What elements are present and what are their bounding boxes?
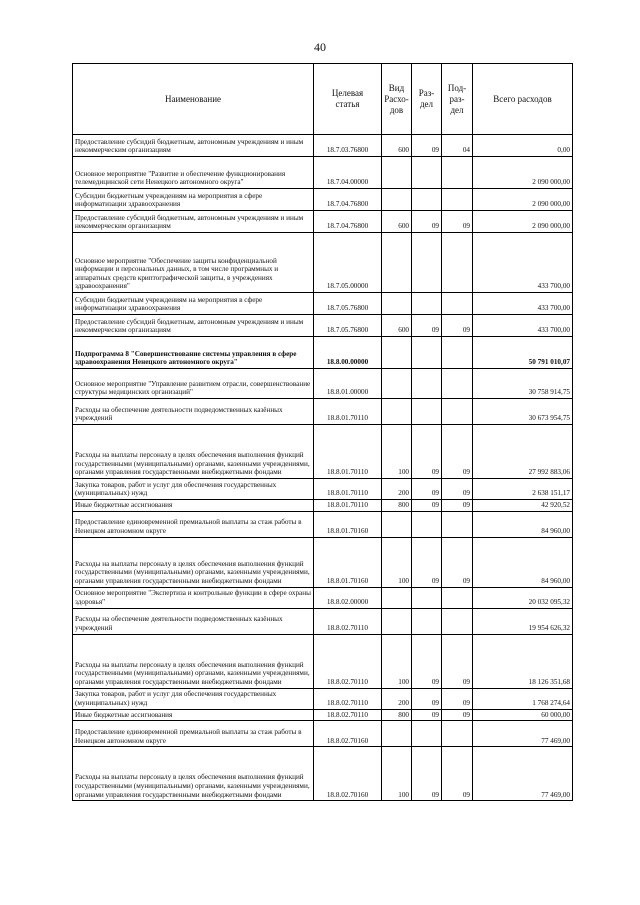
table-row	[73, 369, 573, 399]
row-section: 09	[412, 425, 442, 479]
table-row	[73, 135, 573, 157]
row-target-article: 18.8.02.70160	[314, 721, 382, 747]
table-row	[73, 688, 573, 709]
row-subsection	[442, 189, 473, 211]
row-name: Предоставление субсидий бюджетным, автономным учреждениям и иным некоммерческим организациям	[73, 315, 314, 337]
row-total: 433 700,00	[473, 315, 573, 337]
header-subsection: Под- раз- дел	[442, 64, 473, 135]
row-total: 18 126 351,68	[473, 634, 573, 688]
row-total: 1 768 274,64	[473, 688, 573, 709]
row-total: 2 090 000,00	[473, 211, 573, 233]
row-expense-kind	[382, 399, 412, 425]
row-expense-kind	[382, 337, 412, 369]
row-total: 77 469,00	[473, 747, 573, 801]
row-expense-kind	[382, 608, 412, 634]
row-section	[412, 293, 442, 315]
row-expense-kind: 600	[382, 315, 412, 337]
row-name: Расходы на выплаты персоналу в целях обеспечения выполнения функций государственными (муниципальными) органами, казенными учреждениями, органами управления государственными внебюджетными фондами	[73, 425, 314, 479]
row-expense-kind: 600	[382, 211, 412, 233]
row-target-article: 18.8.02.70110	[314, 634, 382, 688]
table-row	[73, 293, 573, 315]
row-expense-kind: 200	[382, 479, 412, 500]
table-row	[73, 608, 573, 634]
row-section: 09	[412, 537, 442, 587]
row-expense-kind	[382, 511, 412, 537]
row-name: Иные бюджетные ассигнования	[73, 709, 314, 721]
row-section: 09	[412, 634, 442, 688]
row-expense-kind: 100	[382, 537, 412, 587]
header-total: Всего расходов	[473, 64, 573, 135]
row-target-article: 18.8.01.70110	[314, 500, 382, 512]
row-name: Основное мероприятие "Обеспечение защиты конфиденциальной информации и персональных данных, в том числе программных и аппаратных средств криптографической защиты, в учреждениях здравоохранения"	[73, 233, 314, 293]
table-row	[73, 315, 573, 337]
row-expense-kind: 800	[382, 709, 412, 721]
header-target-article: Целевая статья	[314, 64, 382, 135]
row-subsection: 09	[442, 747, 473, 801]
row-total: 30 673 954,75	[473, 399, 573, 425]
row-expense-kind: 600	[382, 135, 412, 157]
row-target-article: 18.8.02.00000	[314, 587, 382, 608]
row-section	[412, 721, 442, 747]
row-target-article: 18.7.04.76800	[314, 189, 382, 211]
row-target-article: 18.8.02.70160	[314, 747, 382, 801]
row-total: 20 032 095,32	[473, 587, 573, 608]
row-subsection: 09	[442, 211, 473, 233]
row-total: 0,00	[473, 135, 573, 157]
row-target-article: 18.8.02.70110	[314, 608, 382, 634]
row-subsection	[442, 721, 473, 747]
row-subsection	[442, 369, 473, 399]
row-name: Субсидии бюджетным учреждениям на мероприятия в сфере информатизации здравоохранения	[73, 293, 314, 315]
row-total: 19 954 626,32	[473, 608, 573, 634]
row-section: 09	[412, 211, 442, 233]
row-target-article: 18.7.05.00000	[314, 233, 382, 293]
table-row	[73, 399, 573, 425]
row-section	[412, 399, 442, 425]
row-total: 50 791 010,07	[473, 337, 573, 369]
row-expense-kind: 100	[382, 747, 412, 801]
row-target-article: 18.8.01.00000	[314, 369, 382, 399]
row-section	[412, 157, 442, 189]
row-name: Предоставление единовременной премиальной выплаты за стаж работы в Ненецком автономном округе	[73, 721, 314, 747]
row-name: Расходы на выплаты персоналу в целях обеспечения выполнения функций государственными (муниципальными) органами, казенными учреждениями, органами управления государственными внебюджетными фондами	[73, 634, 314, 688]
row-name: Основное мероприятие "Развитие и обеспечение функционирования телемедицинской сети Ненецкого автономного округа"	[73, 157, 314, 189]
row-name: Основное мероприятие "Экспертиза и контрольные функции в сфере охраны здоровья"	[73, 587, 314, 608]
row-name: Иные бюджетные ассигнования	[73, 500, 314, 512]
row-subsection: 09	[442, 709, 473, 721]
row-name: Закупка товаров, работ и услуг для обеспечения государственных (муниципальных) нужд	[73, 479, 314, 500]
row-expense-kind: 800	[382, 500, 412, 512]
table-row	[73, 709, 573, 721]
row-target-article: 18.8.02.70110	[314, 709, 382, 721]
row-total: 2 090 000,00	[473, 157, 573, 189]
row-total: 433 700,00	[473, 293, 573, 315]
table-row	[73, 479, 573, 500]
table-header-row	[73, 64, 573, 135]
row-section	[412, 369, 442, 399]
row-name: Расходы на обеспечение деятельности подведомственных казённых учреждений	[73, 608, 314, 634]
table-row	[73, 511, 573, 537]
row-expense-kind	[382, 233, 412, 293]
row-target-article: 18.7.05.76800	[314, 315, 382, 337]
row-total: 60 000,00	[473, 709, 573, 721]
table-row	[73, 587, 573, 608]
row-target-article: 18.7.04.76800	[314, 211, 382, 233]
row-total: 30 758 914,75	[473, 369, 573, 399]
table-row	[73, 211, 573, 233]
row-name: Предоставление субсидий бюджетным, автономным учреждениям и иным некоммерческим организациям	[73, 211, 314, 233]
row-section	[412, 337, 442, 369]
row-name: Расходы на выплаты персоналу в целях обеспечения выполнения функций государственными (муниципальными) органами, казенными учреждениями, органами управления государственными внебюджетными фондами	[73, 537, 314, 587]
row-subsection: 09	[442, 688, 473, 709]
row-expense-kind	[382, 721, 412, 747]
row-name: Подпрограмма 8 "Совершенствование системы управления в сфере здравоохранения Ненецкого автономного округа"	[73, 337, 314, 369]
row-section	[412, 587, 442, 608]
row-target-article: 18.8.02.70110	[314, 688, 382, 709]
row-section: 09	[412, 500, 442, 512]
row-total: 2 638 151,17	[473, 479, 573, 500]
row-target-article: 18.7.04.00000	[314, 157, 382, 189]
row-expense-kind	[382, 369, 412, 399]
row-expense-kind	[382, 587, 412, 608]
row-subsection	[442, 587, 473, 608]
table-row	[73, 337, 573, 369]
header-name: Наименование	[73, 64, 314, 135]
row-subsection	[442, 293, 473, 315]
row-section	[412, 189, 442, 211]
table-row	[73, 747, 573, 801]
row-expense-kind	[382, 157, 412, 189]
table-row	[73, 721, 573, 747]
row-subsection: 09	[442, 537, 473, 587]
row-expense-kind	[382, 189, 412, 211]
row-target-article: 18.7.05.76800	[314, 293, 382, 315]
row-subsection	[442, 511, 473, 537]
row-section	[412, 511, 442, 537]
table-row	[73, 537, 573, 587]
row-subsection: 09	[442, 425, 473, 479]
row-subsection: 09	[442, 315, 473, 337]
row-target-article: 18.8.00.00000	[314, 337, 382, 369]
row-name: Закупка товаров, работ и услуг для обеспечения государственных (муниципальных) нужд	[73, 688, 314, 709]
row-name: Предоставление единовременной премиальной выплаты за стаж работы в Ненецком автономном округе	[73, 511, 314, 537]
row-section	[412, 608, 442, 634]
row-subsection: 09	[442, 634, 473, 688]
row-section: 09	[412, 709, 442, 721]
row-subsection	[442, 233, 473, 293]
row-target-article: 18.7.03.76800	[314, 135, 382, 157]
row-expense-kind	[382, 293, 412, 315]
row-section: 09	[412, 747, 442, 801]
row-total: 27 992 883,06	[473, 425, 573, 479]
row-subsection: 04	[442, 135, 473, 157]
table-row	[73, 233, 573, 293]
table-row	[73, 634, 573, 688]
table-row	[73, 500, 573, 512]
row-name: Субсидии бюджетным учреждениям на мероприятия в сфере информатизации здравоохранения	[73, 189, 314, 211]
row-subsection	[442, 399, 473, 425]
row-target-article: 18.8.01.70160	[314, 537, 382, 587]
row-name: Расходы на выплаты персоналу в целях обеспечения выполнения функций государственными (муниципальными) органами, казенными учреждениями, органами управления государственными внебюджетными фондами	[73, 747, 314, 801]
table-row	[73, 189, 573, 211]
row-target-article: 18.8.01.70110	[314, 479, 382, 500]
row-total: 433 700,00	[473, 233, 573, 293]
row-name: Предоставление субсидий бюджетным, автономным учреждениям и иным некоммерческим организациям	[73, 135, 314, 157]
row-expense-kind: 100	[382, 634, 412, 688]
budget-table	[72, 63, 573, 801]
row-section	[412, 233, 442, 293]
row-subsection	[442, 337, 473, 369]
row-name: Расходы на обеспечение деятельности подведомственных казённых учреждений	[73, 399, 314, 425]
row-expense-kind: 100	[382, 425, 412, 479]
row-expense-kind: 200	[382, 688, 412, 709]
row-total: 84 960,00	[473, 511, 573, 537]
row-total: 84 960,00	[473, 537, 573, 587]
row-section: 09	[412, 479, 442, 500]
row-subsection	[442, 157, 473, 189]
row-total: 77 469,00	[473, 721, 573, 747]
row-total: 2 090 000,00	[473, 189, 573, 211]
row-section: 09	[412, 688, 442, 709]
row-subsection	[442, 608, 473, 634]
row-target-article: 18.8.01.70110	[314, 425, 382, 479]
table-row	[73, 425, 573, 479]
table-row	[73, 157, 573, 189]
row-target-article: 18.8.01.70110	[314, 399, 382, 425]
header-section: Раз- дел	[412, 64, 442, 135]
row-subsection: 09	[442, 500, 473, 512]
row-subsection: 09	[442, 479, 473, 500]
row-section: 09	[412, 315, 442, 337]
page-number: 40	[314, 40, 326, 54]
row-target-article: 18.8.01.70160	[314, 511, 382, 537]
header-expense-kind: Вид Расхо- дов	[382, 64, 412, 135]
row-section: 09	[412, 135, 442, 157]
row-total: 42 920,52	[473, 500, 573, 512]
row-name: Основное мероприятие "Управление развитием отрасли, совершенствование структуры медицинских организаций"	[73, 369, 314, 399]
